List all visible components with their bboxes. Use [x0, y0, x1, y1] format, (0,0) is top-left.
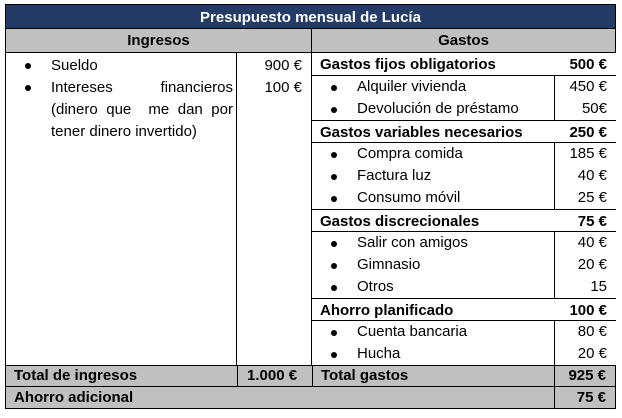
table-title: Presupuesto mensual de Lucía: [5, 4, 616, 29]
gasto-label: Devolución de préstamo: [357, 100, 519, 117]
gasto-value: 20 €: [577, 345, 607, 362]
gasto-label: Gimnasio: [357, 256, 421, 273]
bullet-icon: [331, 263, 337, 269]
totals-divider: [237, 366, 238, 386]
gasto-label: Salir con amigos: [357, 234, 468, 251]
ingreso-amount-intereses: 100 €: [264, 79, 302, 96]
gasto-value: 40 €: [577, 234, 607, 251]
gasto-label: Consumo móvil: [357, 189, 461, 206]
ahorro-adicional-value: 75 €: [576, 389, 606, 406]
gasto-item: [312, 98, 616, 120]
total-ingresos-label: Total de ingresos: [14, 367, 138, 384]
bullet-icon: [331, 330, 337, 336]
bullet-icon: [331, 352, 337, 358]
gasto-value: 450 €: [569, 78, 607, 95]
section-label: Gastos variables necesarios: [320, 124, 523, 141]
bullet-icon: [331, 174, 337, 180]
bullet-icon: [331, 241, 337, 247]
section-value: 500 €: [569, 56, 607, 73]
gastos-section-fijos: [312, 53, 616, 76]
totals-row: [5, 365, 616, 387]
gasto-value: 20 €: [577, 256, 607, 273]
bullet-icon: [331, 196, 337, 202]
gasto-item: [312, 321, 616, 343]
bullet-icon: [331, 107, 337, 113]
gasto-item: [312, 76, 616, 98]
bullet-icon: [331, 85, 337, 91]
gastos-section-ahorro: [312, 298, 616, 321]
totals-divider: [554, 366, 555, 386]
ingreso-label-intereses-line3: tener dinero invertido): [51, 123, 197, 140]
gasto-item: [312, 165, 616, 187]
ingresos-amounts: [237, 53, 312, 365]
ingreso-label-intereses-line2: (dinero que me dan por: [51, 101, 233, 118]
ingreso-amount-sueldo: 900 €: [264, 57, 302, 74]
bullet-icon: [331, 152, 337, 158]
gasto-item: [312, 343, 616, 365]
ahorro-adicional-row: [5, 387, 616, 409]
gastos-section-variables: [312, 120, 616, 143]
gasto-label: Cuenta bancaria: [357, 323, 468, 340]
gastos-area: [312, 53, 616, 365]
section-value: 250 €: [569, 124, 607, 141]
gasto-item: [312, 232, 616, 254]
ingreso-label-sueldo: Sueldo: [51, 57, 98, 74]
total-ingresos-value: 1.000 €: [247, 367, 298, 384]
gasto-label: Hucha: [357, 345, 401, 362]
bullet-icon: [25, 85, 31, 91]
budget-table: [5, 4, 616, 409]
ingresos-list: [5, 53, 237, 365]
gasto-value: 50€: [581, 100, 607, 117]
gasto-value: 25 €: [577, 189, 607, 206]
gasto-item: [312, 143, 616, 165]
section-label: Gastos fijos obligatorios: [320, 56, 496, 73]
bullet-icon: [25, 63, 31, 69]
gasto-value: 80 €: [577, 323, 607, 340]
ahorro-adicional-label: Ahorro adicional: [14, 389, 134, 406]
bullet-icon: [331, 285, 337, 291]
gasto-label: Factura luz: [357, 167, 432, 184]
ingreso-label-intereses-line1: Intereses financieros: [51, 79, 233, 96]
gasto-value: 185 €: [569, 145, 607, 162]
gasto-label: Alquiler vivienda: [357, 78, 467, 95]
gasto-label: Compra comida: [357, 145, 463, 162]
header-ingresos: Ingresos: [5, 29, 312, 53]
gasto-value: 40 €: [577, 167, 607, 184]
section-value: 75 €: [577, 213, 607, 230]
gasto-item: [312, 254, 616, 276]
total-gastos-value: 925 €: [568, 367, 606, 384]
gasto-label: Otros: [357, 278, 394, 295]
gasto-item: [312, 187, 616, 209]
table-body: [5, 53, 616, 365]
column-headers: [5, 29, 616, 53]
total-gastos-label: Total gastos: [321, 367, 409, 384]
section-label: Gastos discrecionales: [320, 213, 480, 230]
header-gastos: Gastos: [312, 29, 616, 53]
gasto-item: [312, 276, 616, 298]
gasto-value: 15: [590, 278, 607, 295]
section-label: Ahorro planificado: [320, 302, 454, 319]
extra-divider: [554, 387, 555, 408]
section-value: 100 €: [569, 302, 607, 319]
gastos-section-discrecionales: [312, 209, 616, 232]
totals-divider: [312, 366, 313, 386]
